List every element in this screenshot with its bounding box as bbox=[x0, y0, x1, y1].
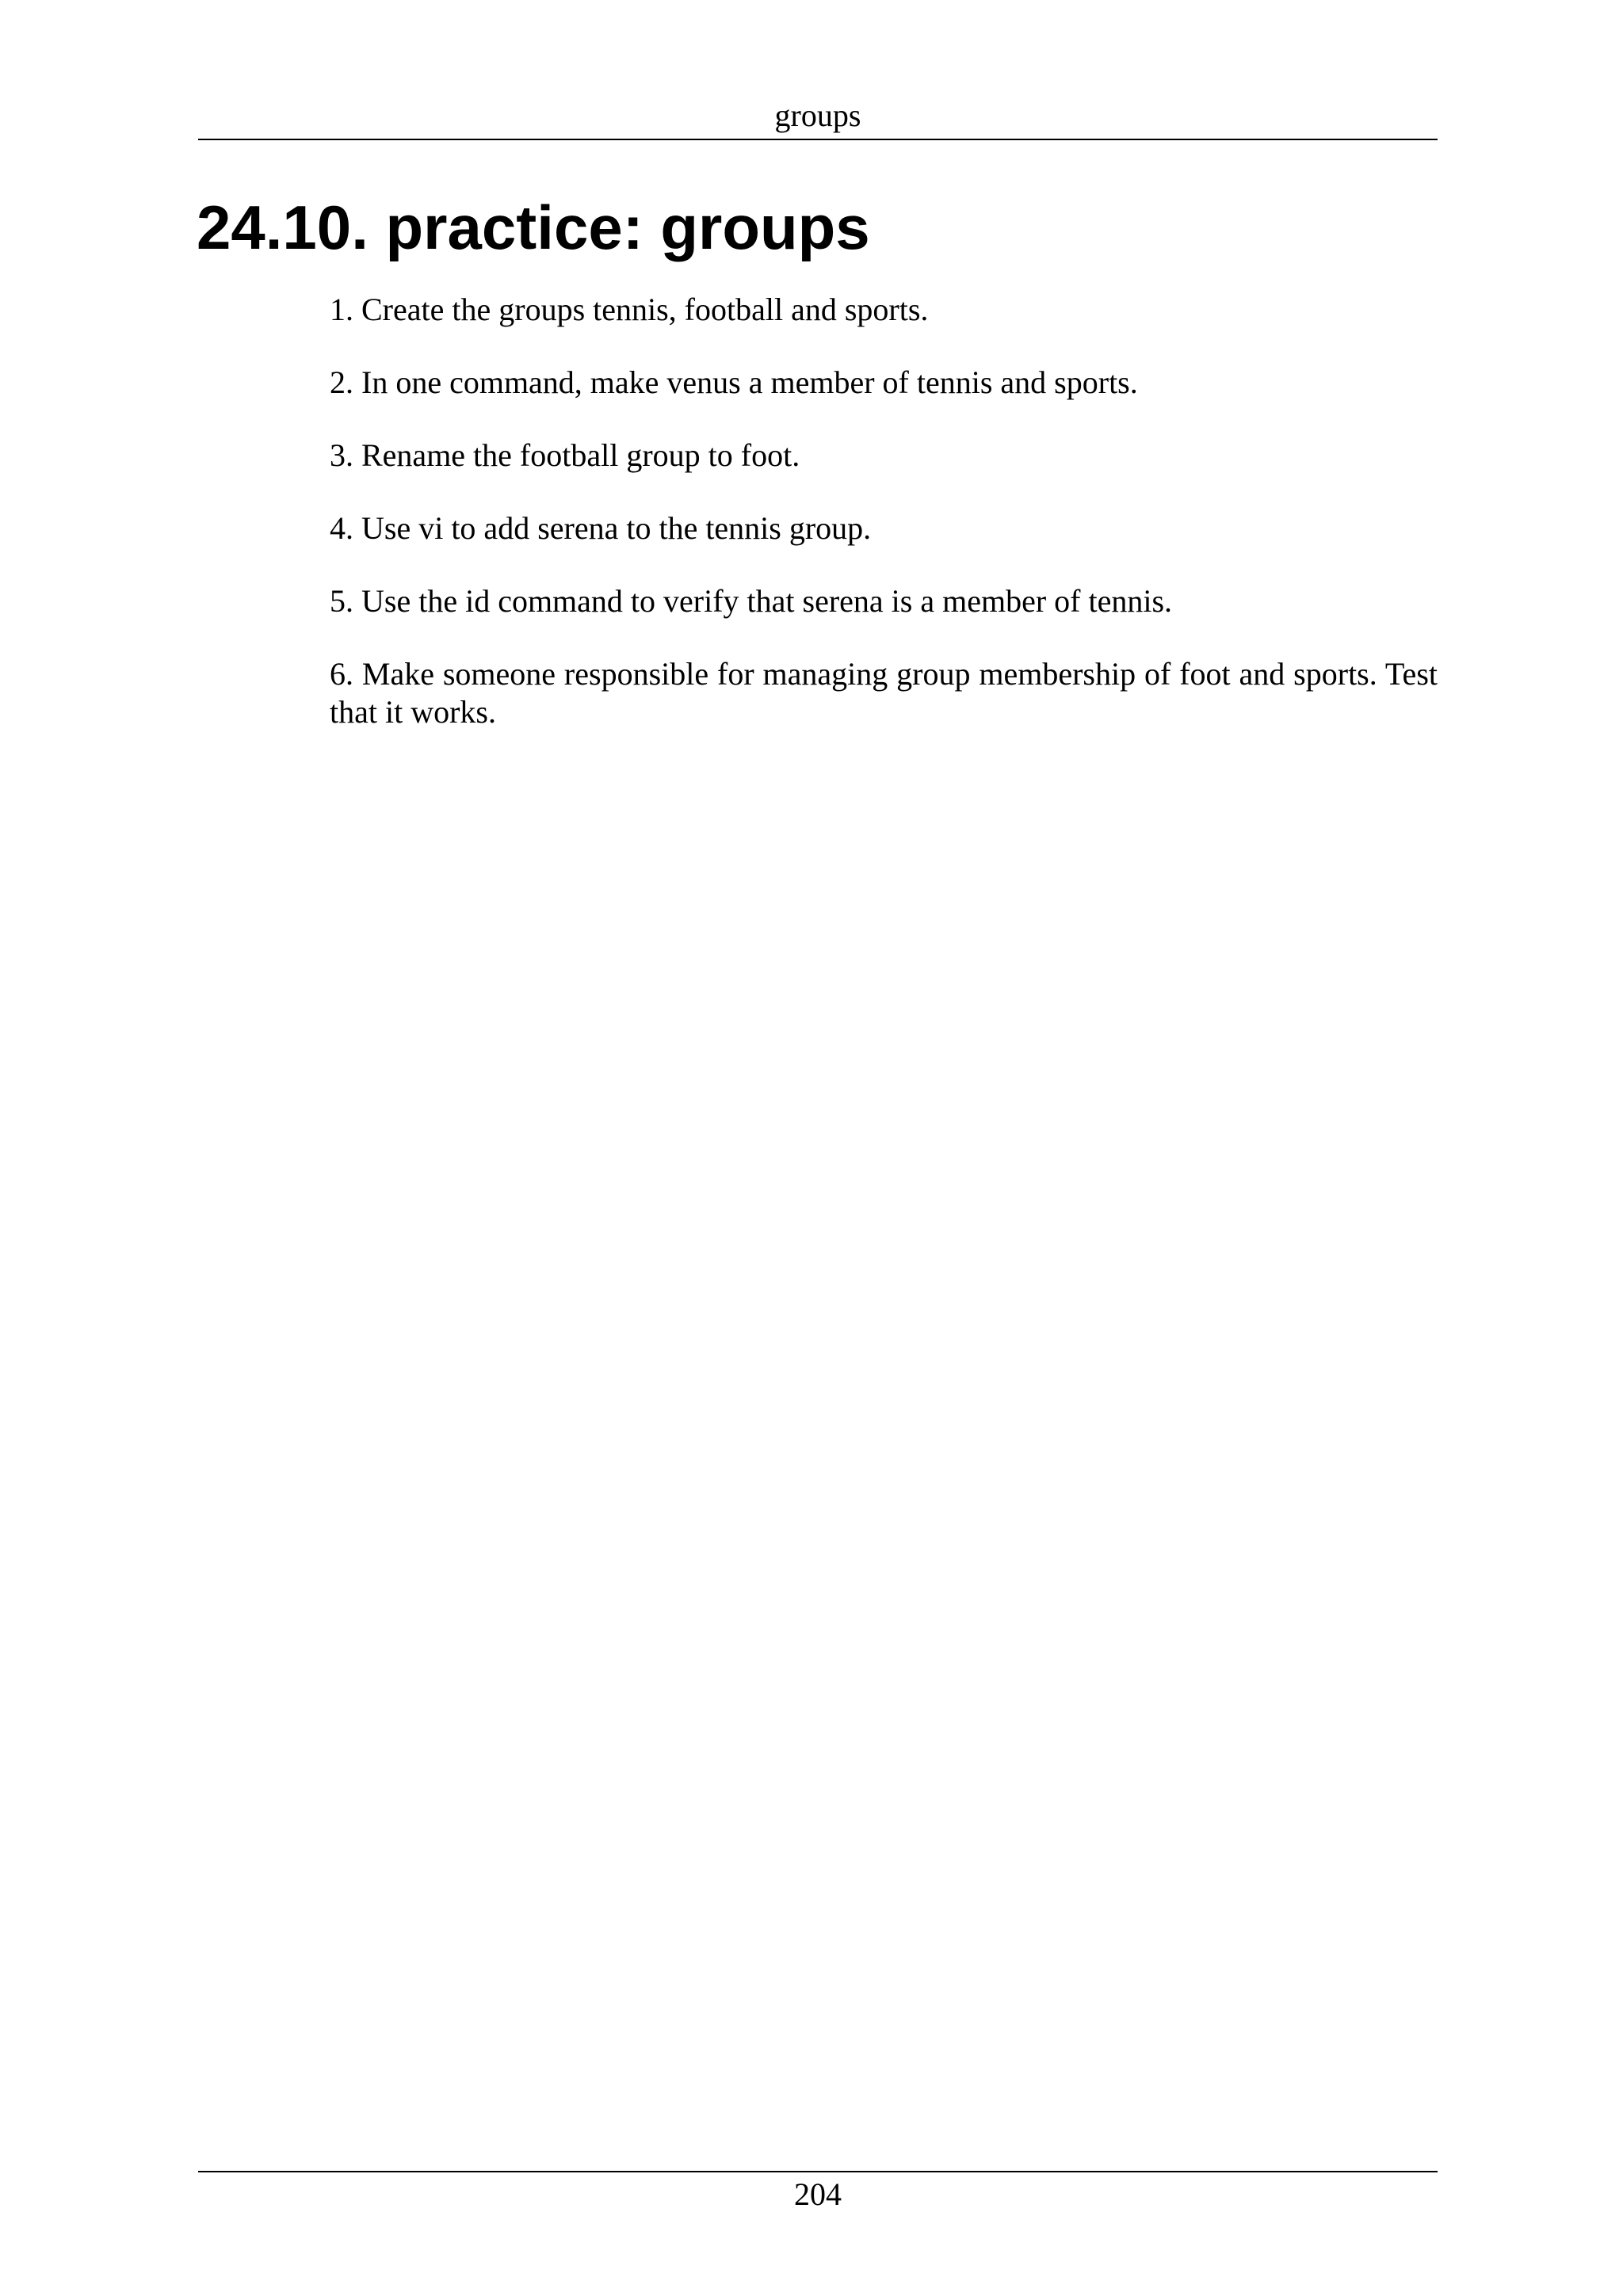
header-rule bbox=[198, 139, 1438, 140]
page-number: 204 bbox=[794, 2176, 842, 2212]
exercise-item-4: 4. Use vi to add serena to the tennis group. bbox=[330, 510, 872, 546]
exercise-item-2: 2. In one command, make venus a member of tennis and sports. bbox=[330, 364, 1138, 400]
running-header: groups bbox=[774, 97, 861, 133]
exercise-item-5: 5. Use the id command to verify that serena is a member of tennis. bbox=[330, 583, 1173, 619]
exercise-list bbox=[330, 291, 1438, 766]
exercise-item-1: 1. Create the groups tennis, football and sports. bbox=[330, 292, 929, 327]
exercise-item-3: 3. Rename the football group to foot. bbox=[330, 437, 800, 473]
exercise-item-6: 6. Make someone responsible for managing group membership of foot and sports. Test that it works. bbox=[330, 656, 1438, 730]
section-title: 24.10. practice: groups bbox=[197, 193, 870, 262]
